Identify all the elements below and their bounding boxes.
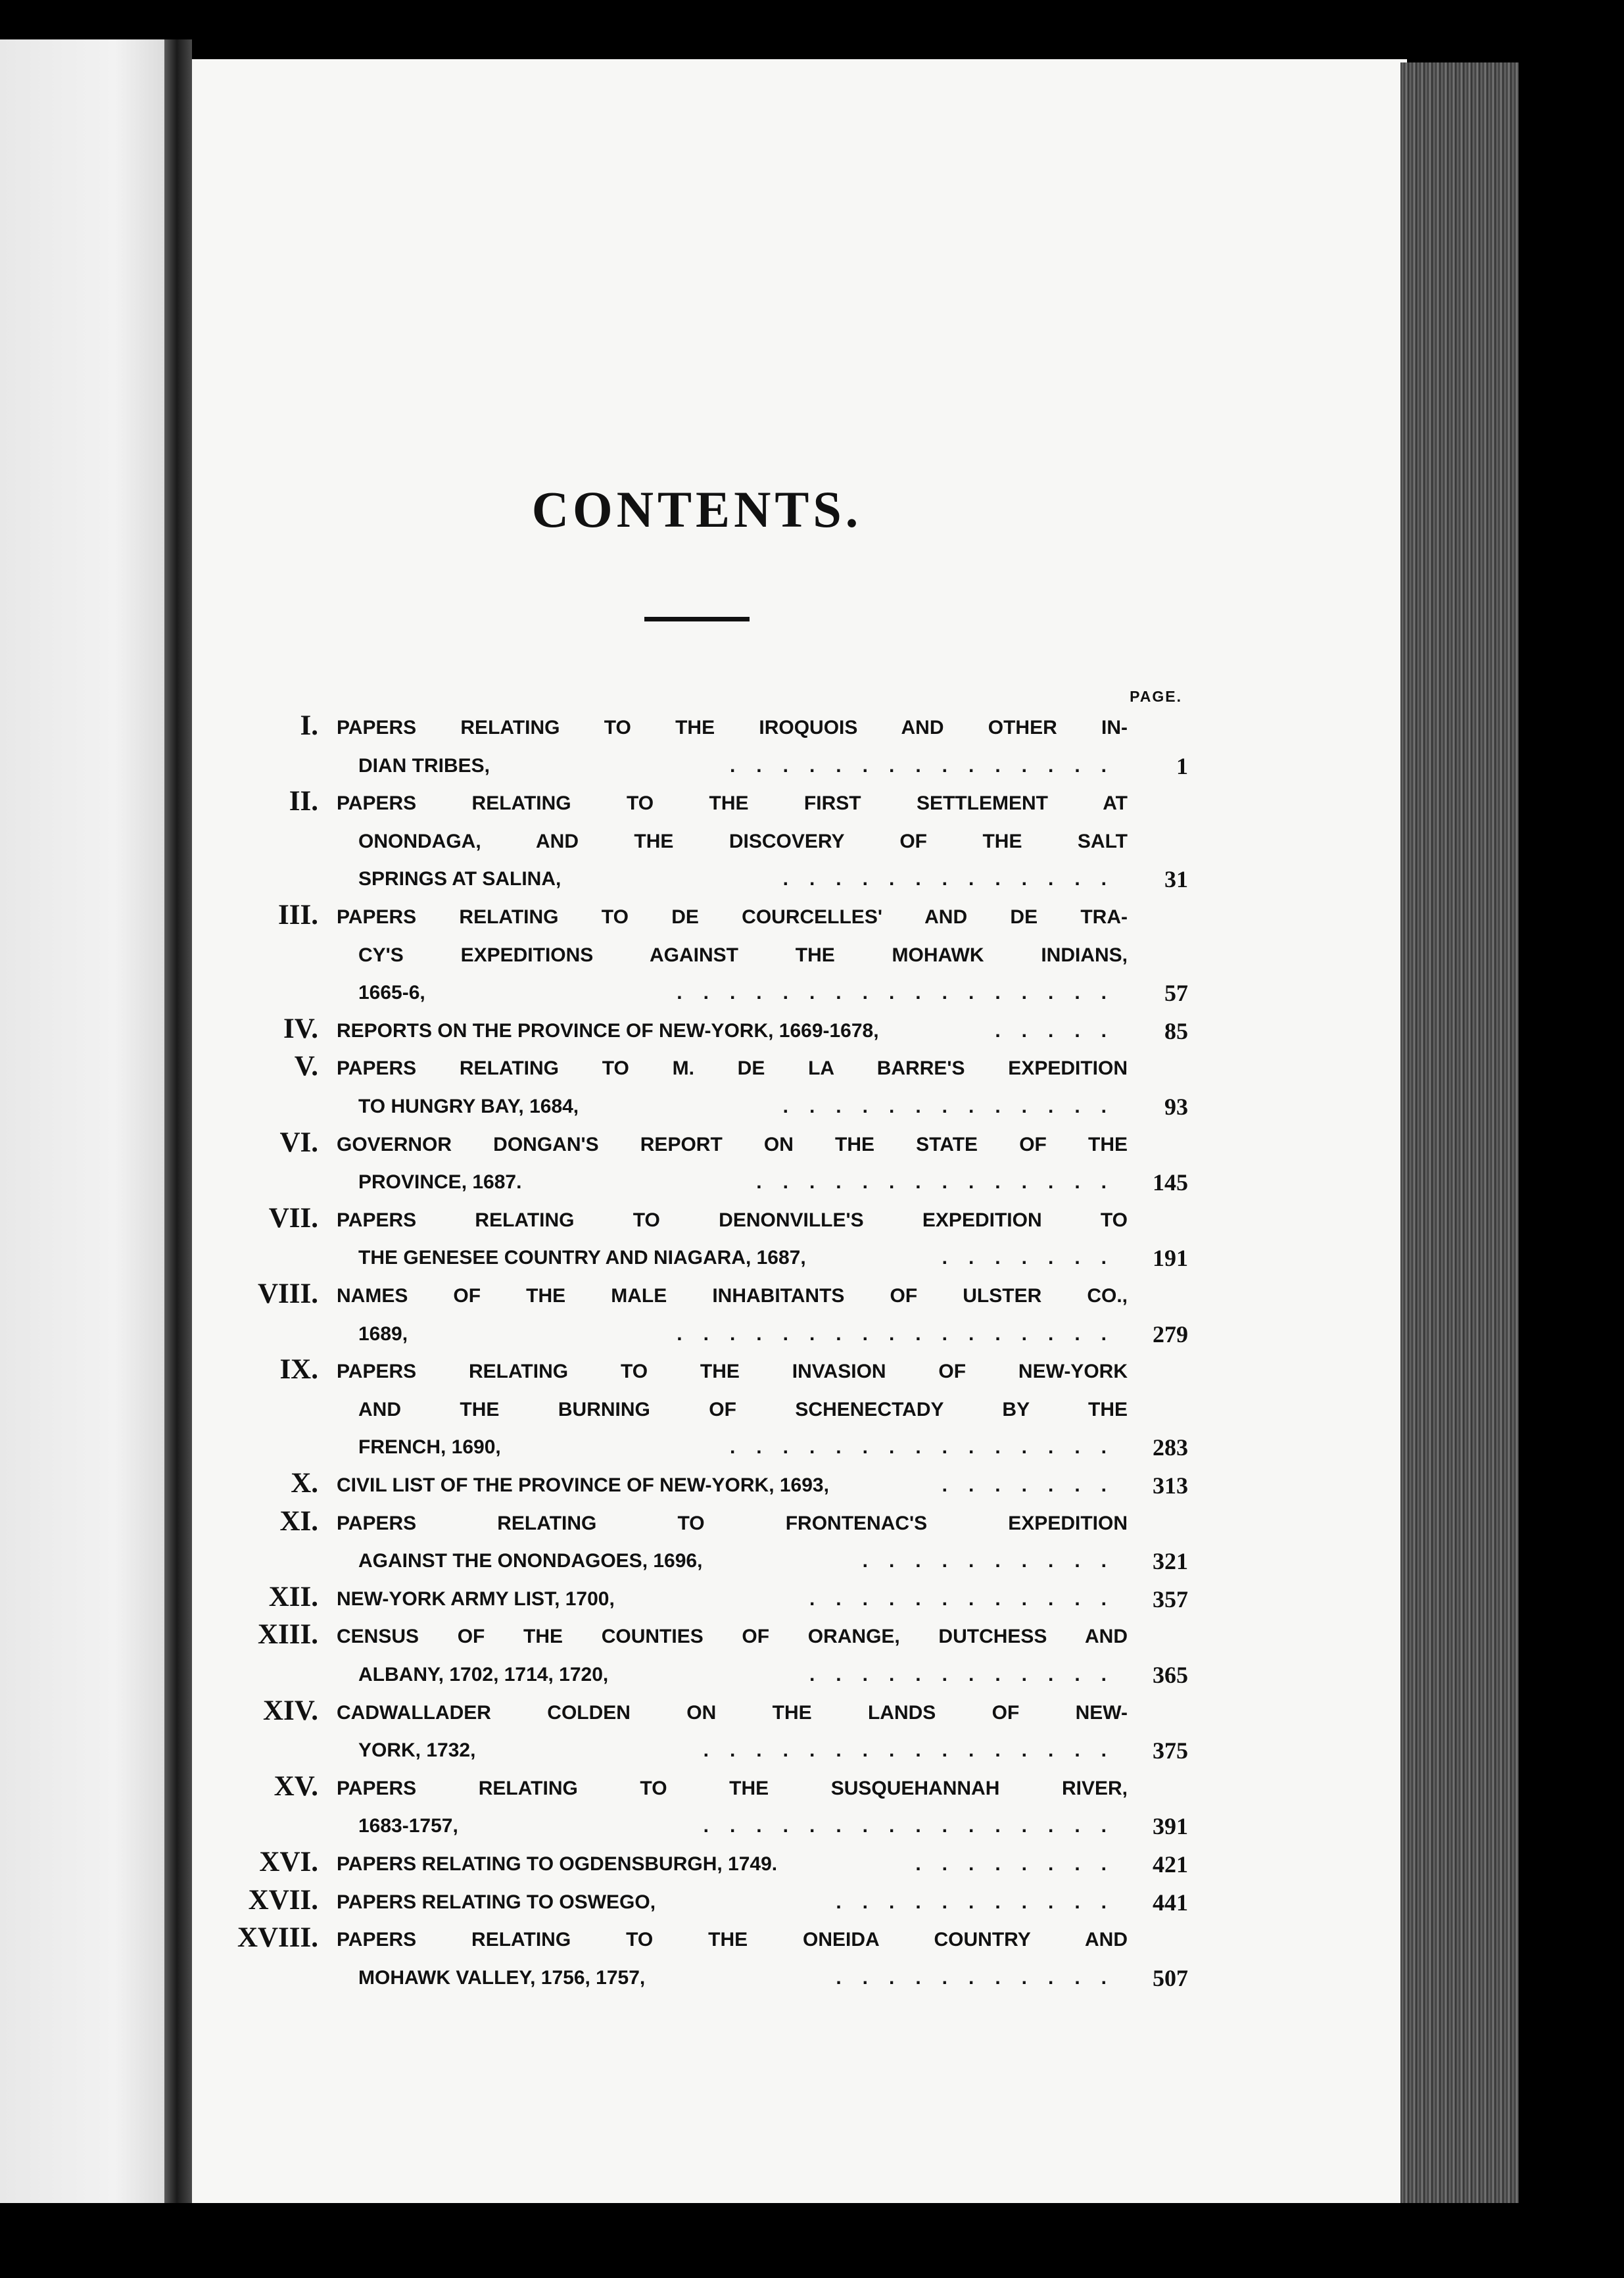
toc-entry-number: XIII. bbox=[257, 1619, 318, 1651]
toc-entry-line: TO HUNGRY BAY, 1684, bbox=[358, 1095, 579, 1117]
toc-entry-page: 441 bbox=[1153, 1889, 1188, 1916]
toc-entry-number: XI. bbox=[279, 1505, 318, 1537]
toc-entry-page: 321 bbox=[1153, 1548, 1188, 1575]
toc-entry-line: PAPERS RELATING TO OSWEGO, bbox=[337, 1891, 656, 1913]
toc-entry-page: 313 bbox=[1153, 1472, 1188, 1499]
toc-entry-page: 421 bbox=[1153, 1851, 1188, 1878]
leader-dots: ........... bbox=[836, 1891, 1128, 1913]
toc-entry-line: PAPERS RELATING TO DE COURCELLES' AND DE TRA- bbox=[337, 906, 1128, 928]
leader-dots: ................ bbox=[703, 1739, 1128, 1762]
toc-entry-number: II. bbox=[289, 786, 318, 817]
leader-dots: .............. bbox=[756, 1171, 1128, 1194]
toc-entry-page: 85 bbox=[1164, 1017, 1188, 1044]
toc-entry-line: PAPERS RELATING TO THE SUSQUEHANNAH RIVER, bbox=[337, 1777, 1128, 1799]
leader-dots: ........... bbox=[836, 1966, 1128, 1989]
toc-entry-line: DIAN TRIBES, bbox=[358, 754, 490, 777]
leader-dots: ....... bbox=[942, 1247, 1128, 1269]
toc-entry-line: PAPERS RELATING TO M. DE LA BARRE'S EXPEDITION bbox=[337, 1057, 1128, 1080]
toc-entry-line: YORK, 1732, bbox=[358, 1739, 476, 1762]
toc-entry-number: XII. bbox=[268, 1581, 318, 1612]
toc-entry-page: 507 bbox=[1153, 1964, 1188, 1991]
leader-dots: ................. bbox=[677, 982, 1128, 1004]
toc-entry-number: VII. bbox=[268, 1202, 318, 1234]
toc-entry-line: PAPERS RELATING TO OGDENSBURGH, 1749. bbox=[337, 1853, 778, 1875]
toc-entry-number: VIII. bbox=[257, 1278, 318, 1309]
page-column-header: PAGE. bbox=[1130, 688, 1182, 705]
toc-entry-number: IX. bbox=[279, 1354, 318, 1386]
toc-entry-line: AGAINST THE ONONDAGOES, 1696, bbox=[358, 1550, 703, 1572]
toc-entry-number: VI. bbox=[279, 1127, 318, 1158]
toc-entry-line: GOVERNOR DONGAN'S REPORT ON THE STATE OF THE bbox=[337, 1133, 1128, 1155]
leader-dots: ............. bbox=[782, 1095, 1128, 1117]
toc-entry-line: REPORTS ON THE PROVINCE OF NEW-YORK, 1669-1678, bbox=[337, 1019, 879, 1042]
toc-entry-line: CY'S EXPEDITIONS AGAINST THE MOHAWK INDIANS, bbox=[358, 944, 1128, 966]
toc-entry-number: XVII. bbox=[248, 1884, 318, 1916]
leader-dots: ............... bbox=[729, 754, 1128, 777]
toc-entry-line: CADWALLADER COLDEN ON THE LANDS OF NEW- bbox=[337, 1701, 1128, 1724]
toc-entry-number: X. bbox=[291, 1468, 318, 1499]
toc-entry-line: 1689, bbox=[358, 1322, 408, 1345]
leader-dots: ..... bbox=[995, 1019, 1128, 1042]
toc-entry-line: MOHAWK VALLEY, 1756, 1757, bbox=[358, 1966, 646, 1989]
toc-entry-number: IV. bbox=[283, 1013, 318, 1044]
toc-entry-page: 1 bbox=[1176, 752, 1188, 779]
toc-entry-number: XIV. bbox=[262, 1695, 318, 1726]
toc-entry-line: PAPERS RELATING TO THE INVASION OF NEW-YORK bbox=[337, 1361, 1128, 1383]
toc-entry-line: CIVIL LIST OF THE PROVINCE OF NEW-YORK, 1693, bbox=[337, 1474, 829, 1496]
toc-entry-number: I. bbox=[300, 710, 318, 741]
toc-entry-line: ALBANY, 1702, 1714, 1720, bbox=[358, 1663, 609, 1685]
toc-entry-page: 57 bbox=[1164, 980, 1188, 1007]
toc-entry-page: 391 bbox=[1153, 1813, 1188, 1840]
toc-entry-page: 191 bbox=[1153, 1245, 1188, 1272]
toc-entry-number: XV. bbox=[274, 1770, 318, 1802]
leader-dots: ........ bbox=[915, 1853, 1128, 1875]
toc-entry-line: PAPERS RELATING TO FRONTENAC'S EXPEDITION bbox=[337, 1512, 1128, 1534]
toc-entry-line: 1683-1757, bbox=[358, 1815, 458, 1837]
toc-entry-page: 279 bbox=[1153, 1321, 1188, 1347]
toc-entry-line: CENSUS OF THE COUNTIES OF ORANGE, DUTCHESS AND bbox=[337, 1626, 1128, 1648]
toc-entry-page: 283 bbox=[1153, 1434, 1188, 1461]
toc-entry-page: 357 bbox=[1153, 1586, 1188, 1612]
toc-entry-number: XVIII. bbox=[237, 1922, 318, 1954]
leader-dots: ................. bbox=[677, 1322, 1128, 1345]
toc-entry-line: ONONDAGA, AND THE DISCOVERY OF THE SALT bbox=[358, 830, 1128, 852]
leader-dots: ............. bbox=[782, 868, 1128, 890]
toc-entry-line: FRENCH, 1690, bbox=[358, 1436, 501, 1459]
toc-entry-line: THE GENESEE COUNTRY AND NIAGARA, 1687, bbox=[358, 1247, 806, 1269]
toc-entry-page: 375 bbox=[1153, 1737, 1188, 1764]
toc-entry-number: III. bbox=[278, 900, 318, 931]
leader-dots: .......... bbox=[862, 1550, 1128, 1572]
leader-dots: ............ bbox=[809, 1663, 1128, 1685]
toc-entry-line: PROVINCE, 1687. bbox=[358, 1171, 522, 1194]
toc-entry-page: 365 bbox=[1153, 1661, 1188, 1688]
toc-entry-line: PAPERS RELATING TO THE FIRST SETTLEMENT AT bbox=[337, 792, 1128, 815]
toc-entry-number: V. bbox=[294, 1051, 318, 1082]
toc-entry-line: 1665-6, bbox=[358, 982, 425, 1004]
page-title: CONTENTS. bbox=[531, 481, 863, 538]
leader-dots: ............... bbox=[729, 1436, 1128, 1459]
toc-entry-line: PAPERS RELATING TO THE ONEIDA COUNTRY AND bbox=[337, 1929, 1128, 1951]
toc-entry-number: XVI. bbox=[259, 1847, 318, 1878]
leader-dots: ................ bbox=[703, 1815, 1128, 1837]
toc-entry-page: 31 bbox=[1164, 866, 1188, 893]
toc-entry-page: 93 bbox=[1164, 1093, 1188, 1120]
toc-entry-line: PAPERS RELATING TO DENONVILLE'S EXPEDITION TO bbox=[337, 1209, 1128, 1231]
toc-entry-line: NEW-YORK ARMY LIST, 1700, bbox=[337, 1587, 615, 1610]
leader-dots: ....... bbox=[942, 1474, 1128, 1496]
toc-entry-line: SPRINGS AT SALINA, bbox=[358, 868, 561, 890]
toc-entry-line: PAPERS RELATING TO THE IROQUOIS AND OTHER IN- bbox=[337, 717, 1128, 739]
toc-entry-line: NAMES OF THE MALE INHABITANTS OF ULSTER CO., bbox=[337, 1285, 1128, 1307]
toc-entry-page: 145 bbox=[1153, 1169, 1188, 1196]
toc-entry-line: AND THE BURNING OF SCHENECTADY BY THE bbox=[358, 1398, 1128, 1420]
leader-dots: ............ bbox=[809, 1587, 1128, 1610]
